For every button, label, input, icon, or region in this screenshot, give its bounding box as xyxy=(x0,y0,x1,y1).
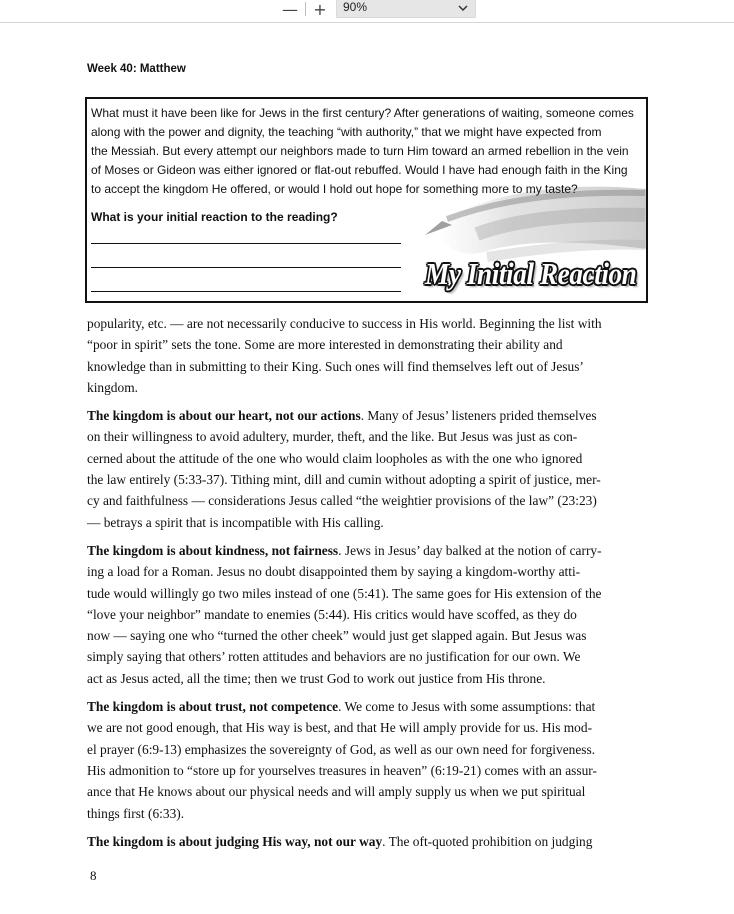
prompt-line: to accept the kingdom He offered, or would I hold out hope for something more to my taste? xyxy=(91,182,578,196)
zoom-value: 90% xyxy=(343,0,368,14)
zoom-out-button[interactable] xyxy=(279,0,301,18)
minus-icon: — xyxy=(282,0,298,19)
text-line: “love your neighbor” mandate to enemies (5:44). His critics would have scoffed, as they do xyxy=(87,606,577,622)
text-line: simply saying that others’ rotten attitudes and behaviors are no justification for our own. We xyxy=(87,649,581,665)
text-line: His admonition to “store up for yourselves treasures in heaven” (6:19-21) comes with an assur- xyxy=(87,762,597,778)
week-title: Week 40: Matthew xyxy=(87,63,186,75)
text-line: cerned about the attitude of the one who would claim loopholes as with the one who ignored xyxy=(87,450,583,466)
section-heading: The kingdom is about judging His way, not our way xyxy=(87,833,383,849)
text-line xyxy=(87,405,647,426)
text-line: now — saying one who “turned the other cheek” would just get slapped again. But Jesus was xyxy=(87,628,587,644)
reaction-question: What is your initial reaction to the reading? xyxy=(91,210,338,224)
text-line: “poor in spirit” sets the tone. Some are more interested in demonstrating their ability and xyxy=(87,337,563,353)
text-line: on their willingness to avoid adultery, murder, theft, and the like. But Jesus was just as con- xyxy=(87,429,578,445)
answer-line[interactable] xyxy=(91,243,401,244)
text-line: knowledge than in submitting to their King. Such ones will find themselves left out of Jesus’ xyxy=(87,358,584,374)
prompt-line: along with the power and dignity, the teaching “with authority,” that we might have expected from xyxy=(91,125,602,139)
toolbar-divider xyxy=(305,2,306,16)
answer-line[interactable] xyxy=(91,267,401,268)
text-line xyxy=(87,831,647,852)
text-span: . The oft-quoted prohibition on judging xyxy=(382,833,593,849)
text-line: — betrays a spirit that is incompatible with His calling. xyxy=(87,514,384,530)
paragraph xyxy=(87,313,647,398)
text-line: act as Jesus acted, all the time; then we trust God to work out justice from His throne. xyxy=(87,670,546,686)
text-line: el prayer (6:9-13) emphasizes the sovereignty of God, as well as our own need for forgiveness. xyxy=(87,741,596,757)
text-line: tude would willingly go two miles instead of one (5:41). The same goes for His extension of the xyxy=(87,585,602,601)
text-line: the law entirely (5:33-37). Tithing mint, dill and cumin without adopting a spirit of justice, mer- xyxy=(87,472,601,488)
paragraph xyxy=(87,696,647,824)
zoom-in-button[interactable] xyxy=(309,0,331,18)
text-line: we are not good enough, that His way is best, and that He will amply provide for us. His mod- xyxy=(87,720,593,736)
prompt-line: the Messiah. But every attempt our neighbors made to turn Him toward an armed rebellion in the vein xyxy=(91,144,629,158)
text-line xyxy=(87,540,647,561)
zoom-select[interactable] xyxy=(336,0,476,18)
text-line xyxy=(87,696,647,717)
pdf-toolbar xyxy=(0,0,734,23)
body-text xyxy=(87,313,647,859)
plus-icon: + xyxy=(313,0,327,19)
reaction-prompt-text xyxy=(91,104,643,199)
text-span: . We come to Jesus with some assumptions: that xyxy=(338,699,596,715)
paragraph xyxy=(87,405,647,533)
chevron-down-icon xyxy=(457,3,469,13)
text-line: ing a load for a Roman. Jesus no doubt disappointed them by saying a kingdom-worthy atti- xyxy=(87,564,581,580)
section-heading: The kingdom is about trust, not competence xyxy=(87,699,339,715)
section-heading: The kingdom is about kindness, not fairness xyxy=(87,542,339,558)
page-number: 8 xyxy=(90,868,97,883)
text-line: cy and faithfulness — considerations Jesus called “the weightier provisions of the law” (23:23) xyxy=(87,493,597,509)
paragraph xyxy=(87,831,647,852)
text-line: things first (6:33). xyxy=(87,805,185,821)
text-span: . Many of Jesus’ listeners prided themselves xyxy=(360,408,597,424)
section-heading: The kingdom is about our heart, not our actions xyxy=(87,408,361,424)
text-span: . Jews in Jesus’ day balked at the notion of carry- xyxy=(338,542,602,558)
my-initial-reaction-label: My Initial Reaction xyxy=(425,256,637,291)
text-line: kingdom. xyxy=(87,379,138,395)
initial-reaction-box xyxy=(85,97,648,303)
prompt-line: What must it have been like for Jews in the first century? After generations of waiting, someone comes xyxy=(91,106,634,120)
prompt-line: of Moses or Gideon was either ignored or flat-out rebuffed. Would I have had enough faith in the King xyxy=(91,163,628,177)
document-page xyxy=(0,23,734,914)
answer-line[interactable] xyxy=(91,291,401,292)
text-line: popularity, etc. — are not necessarily conducive to success in His world. Beginning the list with xyxy=(87,316,602,331)
text-line: ance that He knows about our physical needs and will amply supply us when we put spiritual xyxy=(87,784,586,800)
paragraph xyxy=(87,540,647,689)
